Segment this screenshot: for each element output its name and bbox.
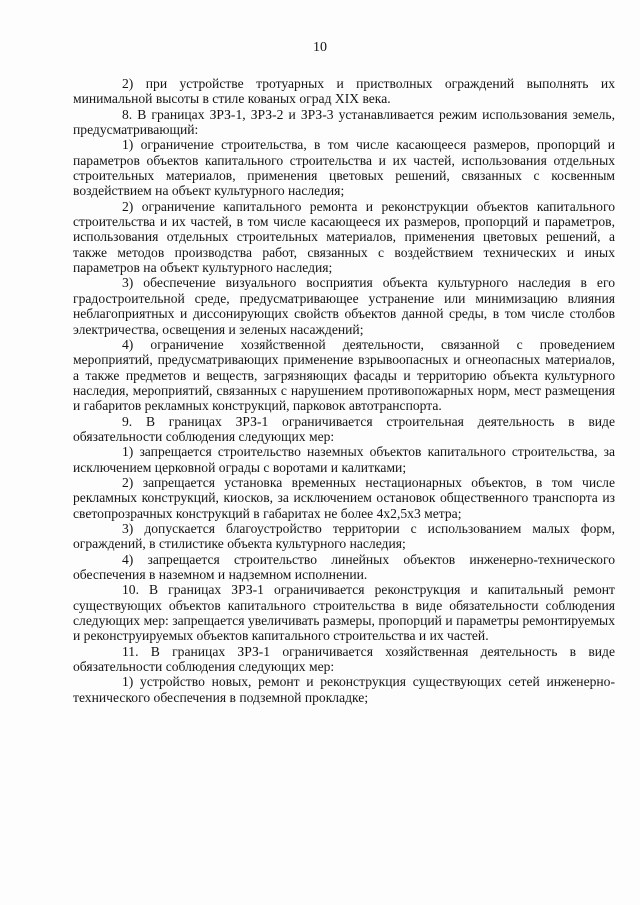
paragraph-clause-8-item-2: 2) ограничение капитального ремонта и реконструкции объектов капитального строительства и их частей, в том числе касающееся их размеров, пропорций и параметров, использования отдельных строительных материалов, применения цветовых решений, а также методов производства работ, связанных с воздействием технических и иных параметров на объект культурного наследия; [73, 198, 615, 276]
paragraph-clause-9-item-3: 3) допускается благоустройство территории с использованием малых форм, ограждений, в стилистике объекта культурного наследия; [73, 520, 615, 552]
paragraph-item-2-railings: 2) при устройстве тротуарных и пристволных ограждений выполнять их минимальной высоты в стиле кованых оград XIX века. [73, 76, 615, 107]
paragraph-clause-9: 9. В границах ЗРЗ-1 ограничивается строительная деятельность в виде обязательности соблюдения следующих мер: [73, 413, 615, 444]
paragraph-clause-9-item-2: 2) запрещается установка временных нестационарных объектов, в том числе рекламных конструкций, киосков, за исключением остановок общественного транспорта из светопрозрачных конструкций в габаритах не более 4х2,5х3 метра; [73, 474, 615, 521]
paragraph-clause-10: 10. В границах ЗРЗ-1 ограничивается реконструкция и капитальный ремонт существующих объектов капитального строительства в виде обязательности соблюдения следующих мер: запрещается увеличивать размеры, пропорций и параметры ремонтируемых и реконструируемых объектов капитального строительства и их частей. [73, 582, 615, 644]
page-number: 10 [313, 40, 327, 55]
paragraph-clause-11: 11. В границах ЗРЗ-1 ограничивается хозяйственная деятельность в виде обязательности соблюдения следующих мер: [73, 643, 615, 675]
paragraph-clause-11-item-1: 1) устройство новых, ремонт и реконструкция существующих сетей инженерно-технического обеспечения в подземной прокладке; [73, 674, 615, 705]
paragraph-clause-8-item-4: 4) ограничение хозяйственной деятельности, связанной с проведением мероприятий, предусматривающих применение взрывоопасных и огнеопасных материалов, а также предметов и веществ, загрязняющих фасады и территорию объекта культурного наследия, мероприятий, связанных с нарушением противопожарных норм, мест размещения и габаритов рекламных конструкций, парковок автотранспорта. [73, 336, 615, 414]
paragraph-clause-8-item-1: 1) ограничение строительства, в том числе касающееся размеров, пропорций и параметров объектов капитального строительства и их частей, использования отдельных строительных материалов, применения цветовых решений, связанных с косвенным воздействием на объект культурного наследия; [73, 137, 615, 199]
paragraph-clause-8: 8. В границах ЗРЗ-1, ЗРЗ-2 и ЗРЗ-3 устанавливается режим использования земель, предусматривающий: [73, 106, 615, 138]
paragraph-clause-8-item-3: 3) обеспечение визуального восприятия объекта культурного наследия в его градостроительной среде, предусматривающее устранение или минимизацию влияния неблагоприятных и диссонирующих свойств объектов данной среды, в том числе столбов электричества, освещения и зеленых насаждений; [73, 275, 615, 337]
paragraph-clause-9-item-1: 1) запрещается строительство наземных объектов капитального строительства, за исключением церковной ограды с воротами и калитками; [73, 444, 615, 475]
paragraph-clause-9-item-4: 4) запрещается строительство линейных объектов инженерно-технического обеспечения в наземном и надземном исполнении. [73, 551, 615, 582]
document-body [73, 76, 615, 705]
